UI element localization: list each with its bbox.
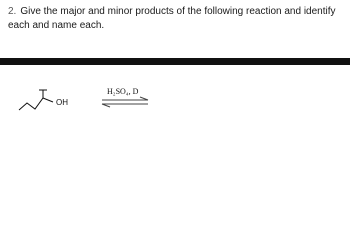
carbon-skeleton: [19, 98, 53, 110]
question-number: 2.: [8, 6, 17, 17]
reactant-molecule: [19, 90, 68, 110]
section-divider: [0, 58, 350, 65]
question-block: [8, 5, 344, 33]
reagent-label: H₂SO₄, D: [107, 87, 139, 96]
hydroxyl-label: OH: [56, 98, 68, 107]
question-text: Give the major and minor products of the following reaction and identify each and name each.: [8, 6, 336, 31]
reaction-scheme: [0, 65, 350, 134]
reaction-arrow: [102, 87, 148, 107]
